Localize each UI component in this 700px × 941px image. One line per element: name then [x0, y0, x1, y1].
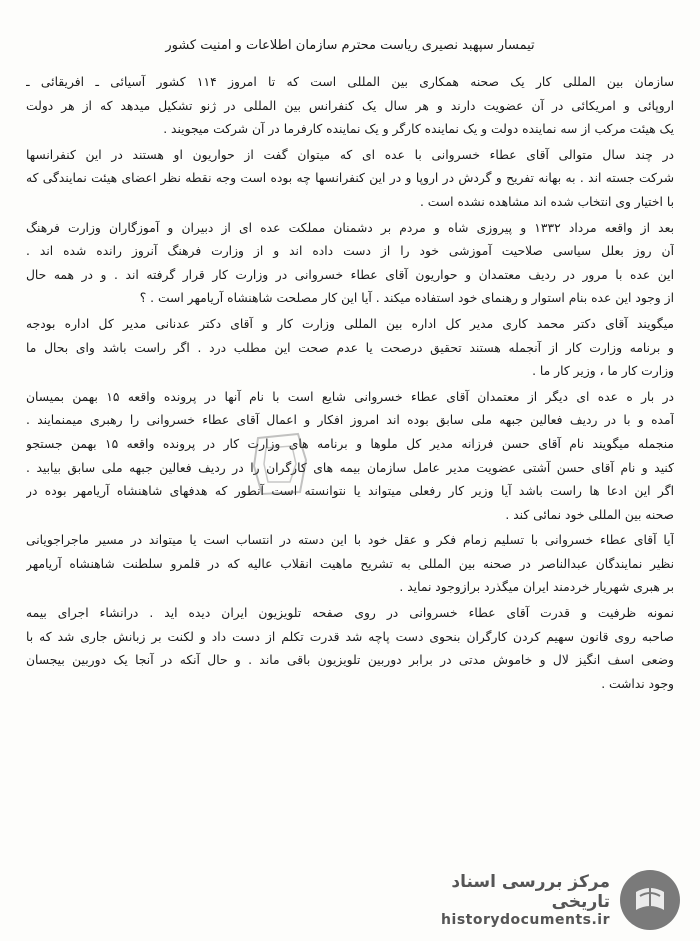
text-line: آمده و با در ردیف فعالین جبهه ملی سابق بوده اند امروز افکار و اعمال آقای عطاء خسروانی را رهبری میمنمایند . [26, 413, 674, 428]
text-line: نظیر نمایندگان عبدالناصر در صحنه بین المللی به تشریح ماهیت انقلاب عالیه که در قلمرو سلطنت شاهنشاه آریامهر [26, 556, 674, 571]
addressee-line: تیمسار سپهبد نصیری ریاست محترم سازمان اطلاعات و امنیت کشور [165, 38, 535, 53]
text-line: با اختیار وی انتخاب شده اند مشاهده نشده است . [419, 194, 674, 209]
text-line: اروپائی و امریکائی در آن عضویت دارند و هر سال یک کنفرانس بین المللی در ژنو تشکیل میدهد که از هر دولت [26, 98, 674, 113]
watermark-title: مرکز بررسی اسناد تاریخی [451, 872, 610, 912]
watermark-url: historydocuments.ir [441, 912, 610, 928]
text-line: بعد از واقعه مرداد ۱۳۳۲ و پیروزی شاه و مردم بر دشمنان مملکت عده ای از دبیران و آموزگاران وزارت فرهنگ [26, 220, 674, 235]
paragraph [26, 602, 674, 696]
text-line: در بار ه عده ای دیگر از معتمدان آقای عطاء خسروانی شایع است با نام آنها در پرونده واقعه ۱۵ بهمن بمیسان [26, 389, 674, 404]
text-line: نمونه ظرفیت و قدرت آقای عطاء خسروانی در روی صفحه تلویزیون ایران دیده اید . درانشاء اجرای بیمه [26, 606, 674, 621]
watermark-text [390, 872, 610, 928]
text-line: وجود نداشت . [601, 676, 674, 691]
text-line: کنید و نام آقای حسن آشتی عضویت مدیر عامل سازمان بیمه های کارگران را در ردیف فعالین جبهه ملی سابق بیابید . [26, 460, 674, 475]
text-line: وضعی اسف انگیز لال و خاموش مدتی در برابر دوربین تلویزیون باقی ماند . و حال آنکه در آنجا یک دوربین بیجسان [26, 653, 674, 668]
text-line: آن روز بعلل سیاسی صلاحیت آموزشی خود را از دست داده اند و از وزارت فرهنگ آنروز رانده شده اند . [26, 244, 674, 259]
text-line: سازمان بین المللی کار یک صحنه همکاری بین المللی است که تا امروز ۱۱۴ کشور آسیائی ـ افریقائی ـ [26, 75, 674, 89]
text-line: آیا آقای عطاء خسروانی با تسلیم زمام فکر و عقل خود با این دسته در انتساب است یا میتواند در مسیر ماجراجویانی [26, 533, 674, 548]
archive-watermark [390, 867, 680, 933]
text-line: اگر این ادعا ها راست باشد آیا وزیر کار رفعلی میتواند یا نتوانسته است آنطور که هدفهای شاهنشاه آریامهر بوده در [26, 484, 674, 499]
paragraph [26, 529, 674, 600]
letter-body [26, 71, 674, 696]
text-line: این عده با مرور در ردیف معتمدان و حواریون آقای عطاء خسروانی در وزارت کار قرار گرفته اند . و در همه حال [26, 267, 674, 282]
book-emblem-icon [620, 870, 680, 930]
text-line: از وجود این عده بنام استوار و رهنمای خود استفاده میکند . آیا این کار مصلحت شاهنشاه آریامهر است . ؟ [139, 291, 674, 306]
paragraph [26, 386, 674, 528]
text-line: و برنامه وزارت کار از آنجمله هستند تحقیق درصحت یا عدم صحت این مطلب درد . اگر راست باشد وای بحال ما [26, 340, 674, 355]
text-line: منجمله میگویند نام آقای حسن فرزانه مدیر کل ملوها و برنامه های وزارت کار در پرونده واقعه ۱۵ بهمن جستجو [26, 436, 674, 451]
faded-stamp-icon [248, 430, 312, 498]
text-line: بر هبری شهریار خردمند ایران میگذرد برازوجود نماید . [399, 580, 674, 595]
text-line: میگویند آقای دکتر محمد کاری مدیر کل اداره بین المللی وزارت کار و آقای دکتر عدنانی مدیر کل اداره بودجه [26, 316, 674, 331]
text-line: در چند سال متوالی آقای عطاء خسروانی با عده ای که میتوان گفت از حواریون او هستند در این کنفرانسها [26, 147, 674, 162]
text-line: صحنه بین المللی خود نمائی کند . [505, 507, 674, 522]
paragraph [26, 144, 674, 215]
text-line: یک هیئت مرکب از سه نماینده دولت و یک نماینده کارگر و یک نماینده کارفرما در آن شرکت میجویند . [163, 122, 674, 137]
text-line: شرکت جسته اند . به بهانه تفریح و گردش در اروپا و در این کنفرانسها چه بوده است وجه نقطه نظر اعضای هیئت نمایندگی که [26, 171, 674, 186]
text-line: وزارت کار ما ، وزیر کار ما . [532, 364, 674, 379]
paragraph [26, 71, 674, 142]
paragraph [26, 313, 674, 384]
paragraph [26, 217, 674, 311]
text-line: صاحبه روی قانون سهیم کردن کارگران بنحوی دست پاچه شد قدرت تکلم از دست داد و لکنت بر زبانش جاری شد که با [26, 629, 674, 644]
